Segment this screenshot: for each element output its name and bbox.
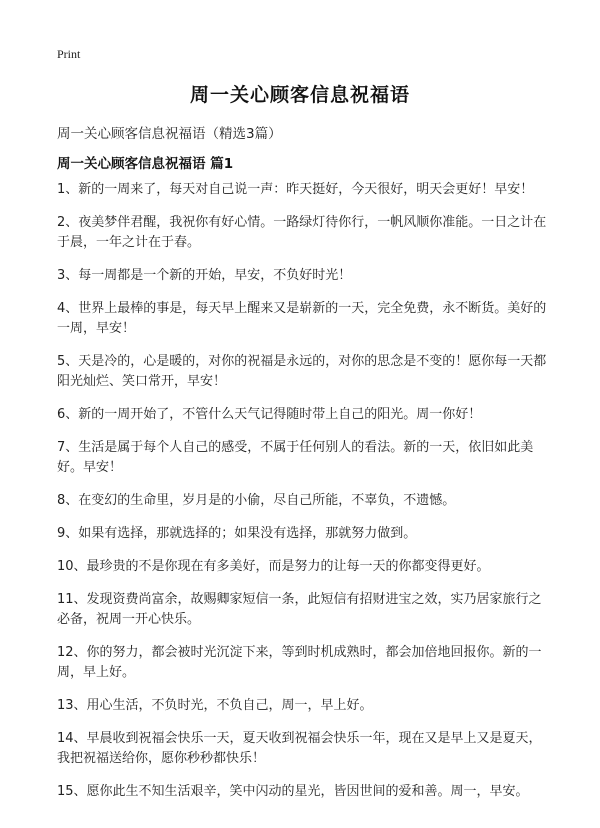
paragraph: 10、最珍贵的不是你现在有多美好，而是努力的让每一天的你都变得更好。: [57, 559, 490, 574]
paragraph: 4、世界上最棒的事是，每天早上醒来又是崭新的一天，完全免费，永不断货。美好的一周，早安！: [57, 301, 547, 336]
document-subtitle: 周一关心顾客信息祝福语（精选3篇）: [57, 126, 282, 142]
paragraph: 2、夜美梦伴君醒，我祝你有好心情。一路绿灯待你行，一帆风顺你准能。一日之计在于晨，一年之计在于春。: [57, 215, 547, 250]
paragraph: 11、发现资费尚富余，故赐卿家短信一条，此短信有招财进宝之效，实乃居家旅行之必备，祝周一开心快乐。: [57, 592, 542, 627]
print-link[interactable]: Print: [57, 47, 81, 61]
paragraph: 3、每一周都是一个新的开始，早安，不负好时光！: [57, 268, 352, 283]
section-heading: 周一关心顾客信息祝福语 篇1: [57, 156, 234, 172]
paragraph: 15、愿你此生不知生活艰辛，笑中闪动的星光，皆因世间的爱和善。周一，早安。: [57, 784, 529, 799]
paragraph: 7、生活是属于每个人自己的感受，不属于任何别人的看法。新的一天，依旧如此美好。早安！: [57, 440, 534, 475]
paragraph: 8、在变幻的生命里，岁月是的小偷，尽自己所能，不辜负，不遗憾。: [57, 493, 456, 508]
paragraph: 14、早晨收到祝福会快乐一天，夏天收到祝福会快乐一年，现在又是早上又是夏天，我把祝福送给你，愿你秒秒都快乐！: [57, 731, 542, 766]
paragraph: 13、用心生活，不负时光，不负自己，周一，早上好。: [57, 698, 373, 713]
paragraph: 12、你的努力，都会被时光沉淀下来，等到时机成熟时，都会加倍地回报你。新的一周，早上好。: [57, 645, 542, 680]
paragraph: 1、新的一周来了，每天对自己说一声：昨天挺好，今天很好，明天会更好！早安！: [57, 182, 534, 197]
paragraph: 5、天是冷的，心是暖的，对你的祝福是永远的，对你的思念是不变的！愿你每一天都阳光灿烂、笑口常开，早安！: [57, 354, 547, 389]
paragraph-list: [57, 180, 547, 815]
paragraph: 9、如果有选择，那就选择的；如果没有选择，那就努力做到。: [57, 526, 417, 541]
page-title: 周一关心顾客信息祝福语: [189, 84, 410, 106]
paragraph: 6、新的一周开始了，不管什么天气记得随时带上自己的阳光。周一你好！: [57, 407, 482, 422]
